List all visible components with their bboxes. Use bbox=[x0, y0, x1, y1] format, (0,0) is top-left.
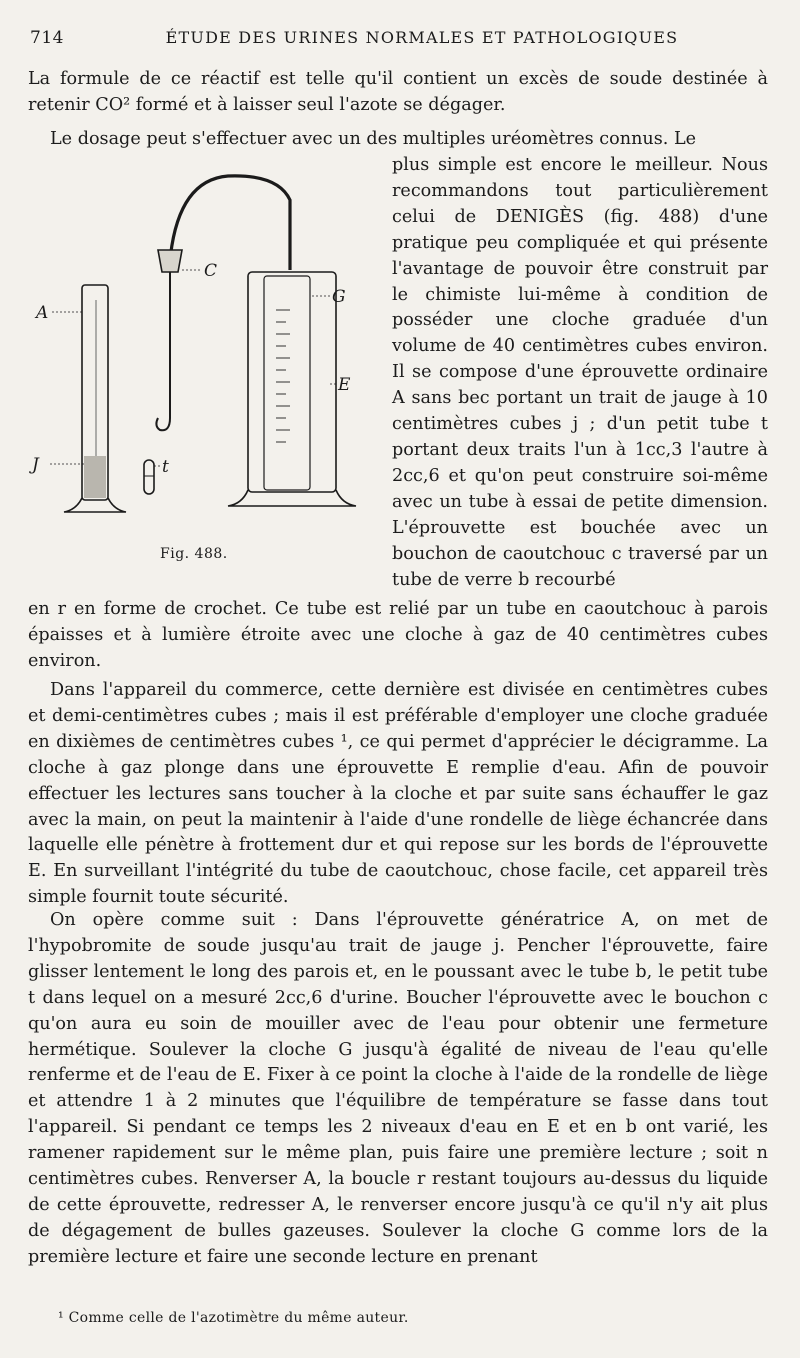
running-title: ÉTUDE DES URINES NORMALES ET PATHOLOGIQUES bbox=[165, 28, 679, 47]
paragraph-commercial-apparatus: Dans l'appareil du commerce, cette dernière est divisée en centimètres cubes et demi-centimètres cubes ; mais il est préférable d'employer une cloche graduée en dixièmes de centimètres cubes ¹, ce qui permet d'apprécier le décigramme. La cloche à gaz plonge dans une éprouvette E remplie d'eau. Afin de pouvoir effectuer les lectures sans toucher à la cloche et par suite sans échauffer le gaz avec la main, on peut la maintenir à l'aide d'une rondelle de liège échancrée dans laquelle elle pénètre à frottement dur et qui repose sur les bords de l'éprouvette E. En surveillant l'intégrité du tube de caoutchouc, chose facile, cet appareil très simple fournit toute sécurité. bbox=[28, 680, 768, 908]
page-number: 714 bbox=[30, 28, 64, 48]
figure-label-g: G bbox=[332, 287, 346, 307]
footnote: ¹ Comme celle de l'azotimètre du même auteur. bbox=[58, 1310, 409, 1326]
ureometer-illustration bbox=[28, 160, 388, 560]
tube-verre-b-drawing bbox=[156, 272, 170, 430]
figure-label-j: J bbox=[32, 455, 39, 475]
paragraph-reagent-formula: La formule de ce réactif est telle qu'il contient un excès de soude destinée à retenir CO² formé et à laisser seul l'azote se dégager. bbox=[28, 69, 768, 115]
figure-label-t: t bbox=[162, 457, 169, 477]
paragraph-deniges-apparatus: plus simple est encore le meilleur. Nous recommandons tout particulièrement celui de DENIGÈS (fig. 488) d'une pratique peu compliquée et qui présente l'avantage de pouvoir être construit par le chimiste lui-même à condition de posséder une cloche graduée d'un volume de 40 centimètres cubes environ. Il se compose d'une éprouvette ordinaire A sans bec portant un trait de jauge à 10 centimètres cubes j ; d'un petit tube t portant deux traits l'un à 1cc,3 l'autre à 2cc,6 et qu'on peut construire soi-même avec un tube à essai de petite dimension. L'éprouvette est bouchée avec un bouchon de caoutchouc c traversé par un tube de verre b recourbé bbox=[392, 155, 768, 590]
paragraph-tube-description: en r en forme de crochet. Ce tube est relié par un tube en caoutchouc à parois épaisses et à lumière étroite avec une cloche à gaz de 40 centimètres cubes environ. bbox=[28, 599, 768, 671]
figure-label-a: A bbox=[36, 303, 49, 323]
bouchon-c-drawing bbox=[158, 250, 182, 272]
paragraph-dosage-intro: Le dosage peut s'effectuer avec un des multiples uréomètres connus. Le bbox=[50, 129, 697, 149]
eprouvette-a-drawing bbox=[64, 285, 126, 512]
petit-tube-t-drawing bbox=[144, 460, 154, 494]
paragraph-procedure: On opère comme suit : Dans l'éprouvette génératrice A, on met de l'hypobromite de soude jusqu'au trait de jauge j. Pencher l'éprouvette, faire glisser lentement le long des parois et, en le poussant avec le tube b, le petit tube t dans lequel on a mesuré 2cc,6 d'urine. Boucher l'éprouvette avec le bouchon c qu'on aura eu soin de mouiller avec de l'eau pour obtenir une fermeture hermétique. Soulever la cloche G jusqu'à égalité de niveau de l'eau qu'elle renferme et de l'eau de E. Fixer à ce point la cloche à l'aide de la rondelle de liège et attendre 1 à 2 minutes que l'équilibre de température se fasse dans tout l'appareil. Si pendant ce temps les 2 niveaux d'eau en E et en b ont varié, les ramener rapidement sur le même plan, puis faire une première lecture ; soit n centimètres cubes. Renverser A, la boucle r restant toujours au-dessus du liquide de cette éprouvette, redresser A, le renverser encore jusqu'à ce qu'il n'y ait plus de dégagement de bulles gazeuses. Soulever la cloche G comme lors de la première lecture et faire une seconde lecture en prenant bbox=[28, 910, 768, 1267]
figure-label-e: E bbox=[338, 375, 351, 395]
figure-488 bbox=[28, 160, 388, 560]
figure-caption: Fig. 488. bbox=[160, 546, 228, 562]
eprouvette-e-drawing bbox=[228, 272, 356, 506]
page-header bbox=[22, 28, 768, 54]
figure-label-c: C bbox=[204, 261, 218, 281]
rubber-tube-drawing bbox=[170, 176, 290, 270]
